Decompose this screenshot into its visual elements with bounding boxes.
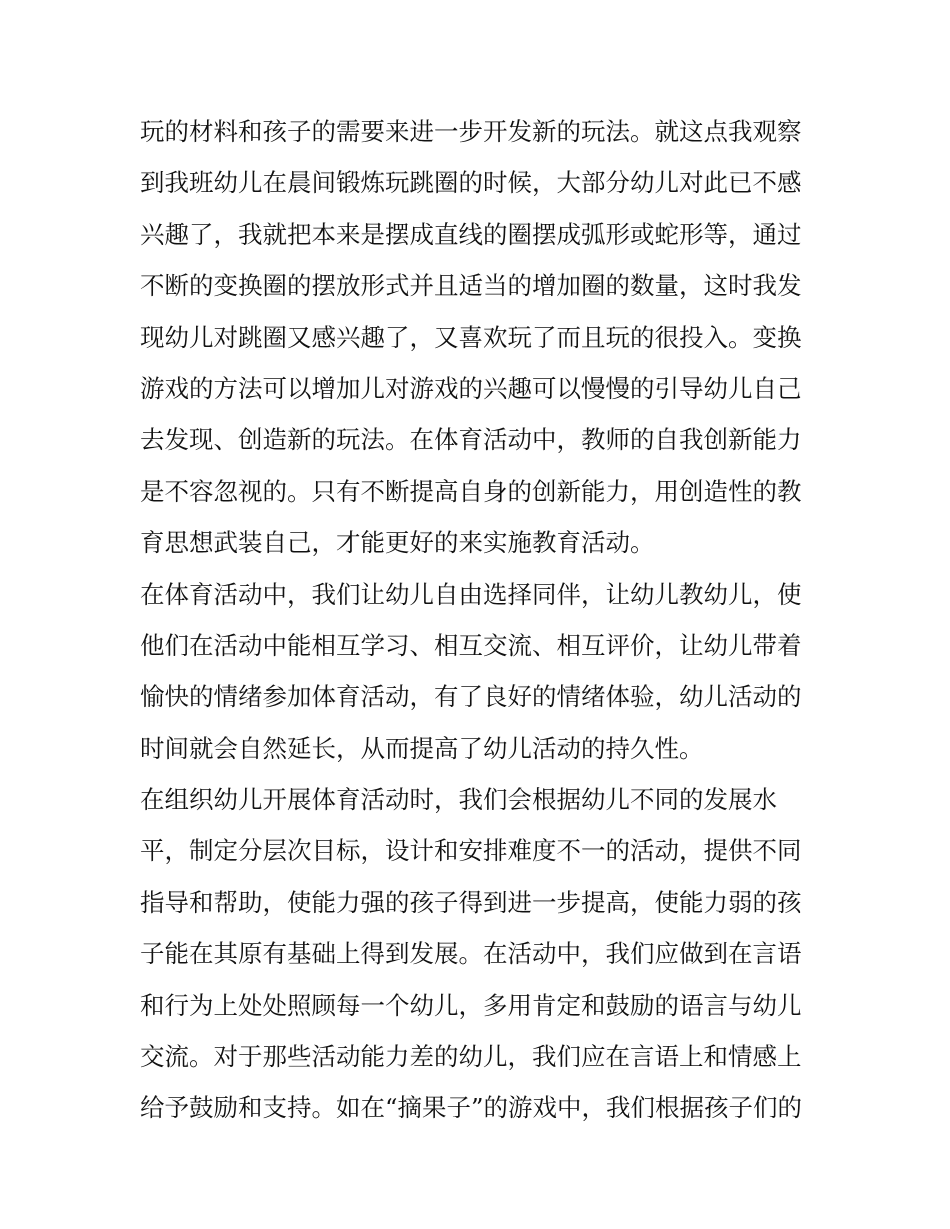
text-line: 给予鼓励和支持。如在“摘果子”的游戏中，我们根据孩子们的 [140,1093,803,1123]
text-line: 在体育活动中，我们让幼儿自由选择同伴，让幼儿教幼儿，使 [140,579,802,609]
text-line: 平，制定分层次目标，设计和安排难度不一的活动，提供不同 [140,836,802,866]
text-line: 和行为上处处照顾每一个幼儿，多用肯定和鼓励的语言与幼儿 [140,990,802,1020]
text-line: 子能在其原有基础上得到发展。在活动中，我们应做到在言语 [140,939,802,969]
text-line: 在组织幼儿开展体育活动时，我们会根据幼儿不同的发展水 [140,785,777,815]
text-line: 他们在活动中能相互学习、相互交流、相互评价，让幼儿带着 [140,630,802,660]
text-line: 游戏的方法可以增加儿对游戏的兴趣可以慢慢的引导幼儿自己 [140,373,802,403]
text-line: 玩的材料和孩子的需要来进一步开发新的玩法。就这点我观察 [140,117,802,146]
text-line: 时间就会自然延长，从而提高了幼儿活动的持久性。 [140,733,704,763]
text-line: 兴趣了，我就把本来是摆成直线的圈摆成弧形或蛇形等，通过 [140,219,802,249]
text-line: 育思想武装自己，才能更好的来实施教育活动。 [140,528,655,558]
text-line: 愉快的情绪参加体育活动，有了良好的情绪体验，幼儿活动的 [140,682,802,712]
text-line: 现幼儿对跳圈又感兴趣了，又喜欢玩了而且玩的很投入。变换 [140,322,802,352]
text-line: 到我班幼儿在晨间锻炼玩跳圈的时候，大部分幼儿对此已不感 [140,168,802,198]
text-line: 不断的变换圈的摆放形式并且适当的增加圈的数量，这时我发 [140,271,802,301]
text-line: 交流。对于那些活动能力差的幼儿，我们应在言语上和情感上 [140,1042,802,1072]
text-line: 是不容忽视的。只有不断提高自身的创新能力，用创造性的教 [140,476,802,506]
text-line: 指导和帮助，使能力强的孩子得到进一步提高，使能力弱的孩 [140,887,802,917]
body-text [140,106,820,1134]
text-line: 去发现、创造新的玩法。在体育活动中，教师的自我创新能力 [140,425,802,455]
